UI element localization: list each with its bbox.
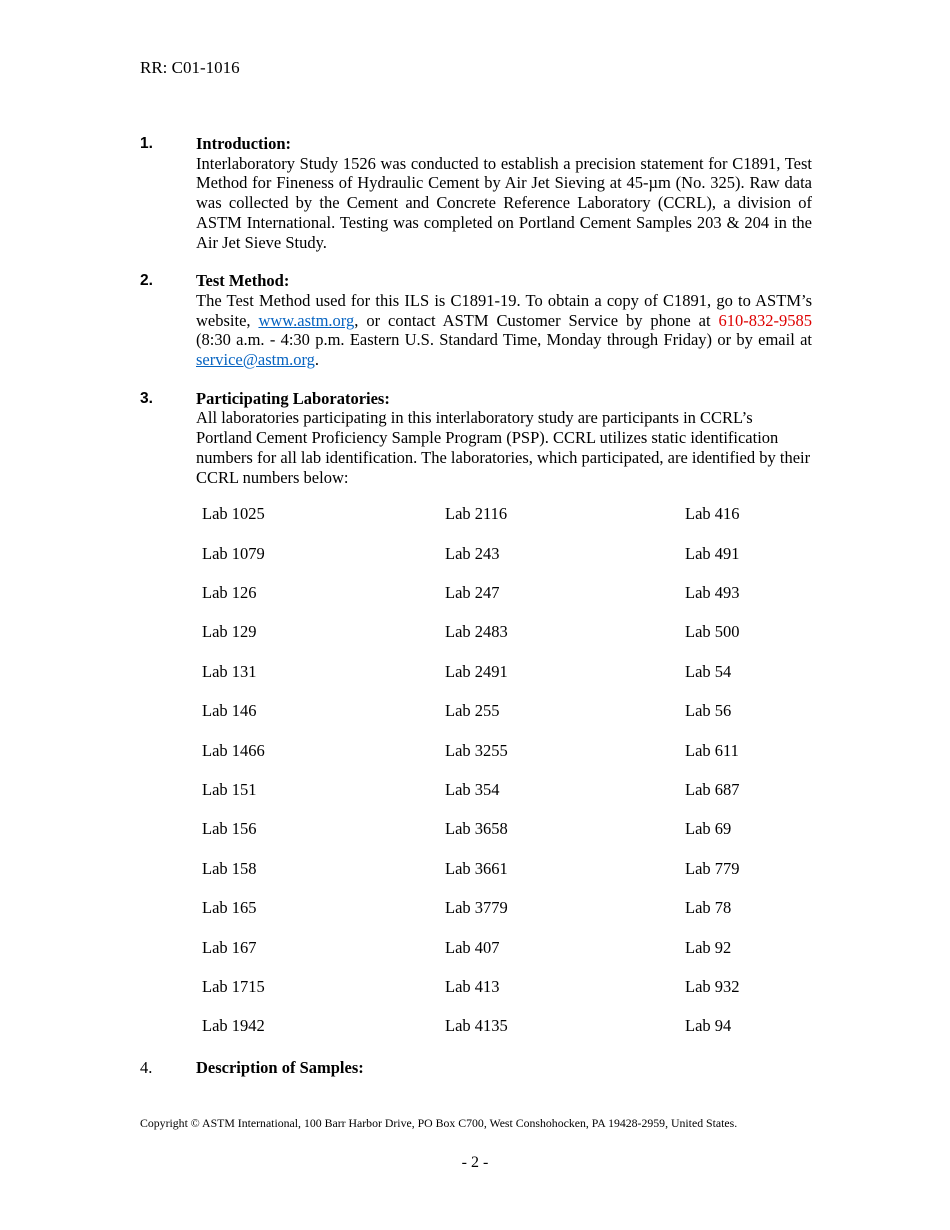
- section-number: 1.: [140, 135, 153, 152]
- lab-cell: Lab 131: [202, 661, 257, 681]
- introduction-paragraph: Interlaboratory Study 1526 was conducted to establish a precision statement for C1891, Test Method for Fineness of Hydraulic Cement by Air Jet Sieving at 45-µm (No. 325). Raw data was collected by the Cement and Concrete Reference Laboratory (CCRL), a division of ASTM International. Testing was completed on Portland Cement Samples 203 & 204 in the Air Jet Sieve Study.: [196, 153, 812, 252]
- lab-cell: Lab 413: [445, 976, 500, 996]
- participating-labs-paragraph: All laboratories participating in this interlaboratory study are participants in CCRL’s Portland Cement Proficiency Sample Program (PSP). CCRL utilizes static identification numbers for all lab identification. The laboratories, which participated, are identified by their CCRL numbers below:: [196, 408, 811, 487]
- lab-cell: Lab 3658: [445, 819, 508, 839]
- astm-website-link[interactable]: www.astm.org: [258, 310, 355, 330]
- section-number: 4.: [140, 1057, 153, 1077]
- labs-grid: [202, 504, 812, 1055]
- phone-number: 610-832-9585: [718, 310, 812, 330]
- section-test-method: [140, 271, 812, 370]
- lab-cell: Lab 3661: [445, 858, 508, 878]
- lab-cell: Lab 146: [202, 701, 257, 721]
- lab-cell: Lab 611: [685, 740, 739, 760]
- lab-cell: Lab 255: [445, 701, 500, 721]
- email-link[interactable]: service@astm.org: [196, 350, 315, 370]
- lab-cell: Lab 1942: [202, 1016, 265, 1036]
- section-participating-laboratories: [140, 389, 812, 488]
- section-title: Introduction:: [196, 134, 292, 153]
- lab-cell: Lab 2116: [445, 504, 508, 524]
- section-description-of-samples: [140, 1058, 812, 1078]
- lab-cell: Lab 3779: [445, 898, 508, 918]
- lab-cell: Lab 2483: [445, 622, 508, 642]
- lab-cell: Lab 54: [685, 661, 732, 681]
- lab-cell: Lab 156: [202, 819, 257, 839]
- lab-cell: Lab 56: [685, 701, 732, 721]
- lab-cell: Lab 687: [685, 779, 740, 799]
- section-introduction: [140, 134, 812, 252]
- copyright-footer: Copyright © ASTM International, 100 Barr Harbor Drive, PO Box C700, West Conshohocken, PA 19428-2959, United States.: [140, 1116, 738, 1130]
- lab-cell: Lab 1025: [202, 504, 265, 524]
- lab-cell: Lab 129: [202, 622, 257, 642]
- lab-cell: Lab 243: [445, 543, 500, 563]
- lab-cell: Lab 126: [202, 583, 257, 603]
- test-method-text: .: [314, 350, 320, 370]
- lab-cell: Lab 2491: [445, 661, 508, 681]
- section-number: 2.: [140, 272, 153, 290]
- lab-cell: Lab 158: [202, 858, 257, 878]
- test-method-text: , or contact ASTM Customer Service by phone at: [354, 310, 719, 330]
- test-method-paragraph: [196, 291, 812, 370]
- section-title: Description of Samples:: [196, 1057, 364, 1077]
- section-title: Participating Laboratories:: [196, 388, 390, 408]
- lab-cell: Lab 779: [685, 858, 740, 878]
- lab-cell: Lab 4135: [445, 1016, 508, 1036]
- lab-cell: Lab 165: [202, 898, 257, 918]
- lab-cell: Lab 1079: [202, 543, 265, 563]
- lab-cell: Lab 78: [685, 898, 732, 918]
- lab-cell: Lab 493: [685, 583, 740, 603]
- test-method-text: (8:30 a.m. - 4:30 p.m. Eastern U.S. Standard Time, Monday through Friday) or by email at: [196, 330, 812, 350]
- lab-cell: Lab 167: [202, 937, 257, 957]
- lab-cell: Lab 247: [445, 583, 500, 603]
- lab-cell: Lab 92: [685, 937, 732, 957]
- section-title: Test Method:: [196, 271, 290, 291]
- page-content: [140, 134, 812, 1096]
- lab-cell: Lab 69: [685, 819, 732, 839]
- lab-cell: Lab 416: [685, 504, 740, 524]
- section-number: 3.: [140, 389, 153, 407]
- lab-cell: Lab 3255: [445, 740, 508, 760]
- lab-cell: Lab 491: [685, 543, 740, 563]
- page-number: - 2 -: [461, 1154, 489, 1171]
- lab-cell: Lab 151: [202, 779, 257, 799]
- lab-cell: Lab 1715: [202, 976, 265, 996]
- lab-cell: Lab 932: [685, 976, 740, 996]
- lab-cell: Lab 94: [685, 1016, 732, 1036]
- test-method-text: The Test Method used for this ILS is C1891-19. To obtain a copy of C1891, go to ASTM’s website,: [196, 290, 812, 330]
- lab-cell: Lab 500: [685, 622, 740, 642]
- report-number: RR: C01-1016: [140, 58, 240, 77]
- lab-cell: Lab 354: [445, 779, 500, 799]
- lab-cell: Lab 1466: [202, 740, 265, 760]
- lab-cell: Lab 407: [445, 937, 500, 957]
